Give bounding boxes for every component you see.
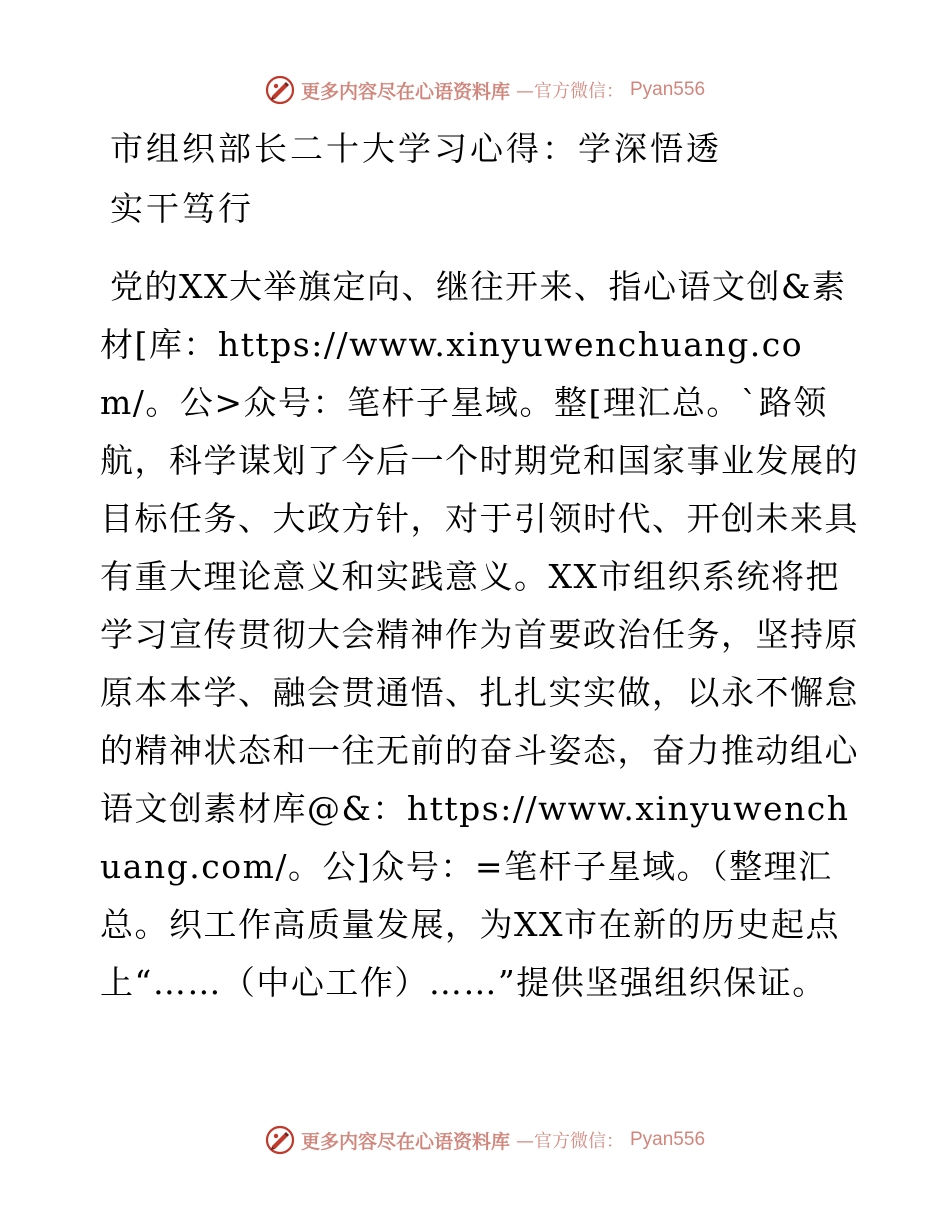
- watermark-site-text: 更多内容尽在心语资料库: [300, 1130, 510, 1153]
- watermark-group: [265, 1125, 705, 1155]
- document-title-line-2: 实干笃行: [110, 189, 254, 228]
- watermark-wechat-id: Pyan556: [630, 79, 706, 100]
- watermark-wechat-id: Pyan556: [630, 1129, 706, 1150]
- document-title-line-1: 市组织部长二十大学习心得：学深悟透: [110, 129, 722, 168]
- header-watermark: [0, 70, 950, 110]
- document-body-paragraph: 党的XX大举旗定向、继往开来、指心语文创&素材[库：https://www.xinyuwenchuang.com/。公>众号：笔杆子星域。整[理汇总。`路领航，科学谋划了今后一个时期党和国家事业发展的目标任务、大政方针，对于引领时代、开创未来具有重大理论意义和实践意义。XX市组织系统将把学习宣传贯彻大会精神作为首要政治任务，坚持原原本本学、融会贯通悟、扎扎实实做，以永不懈怠的精神状态和一往无前的奋斗姿态，奋力推动组心语文创素材库@&：https://www.xinyuwenchuang.com/。公]众号：=笔杆子星域。（整理汇总。织工作高质量发展，为XX市在新的历史起点上“……（中心工作）……”提供坚强组织保证。: [100, 267, 859, 1002]
- footer-watermark: [0, 1120, 950, 1160]
- writing-pen-logo-icon: [265, 75, 295, 105]
- watermark-site-text: 更多内容尽在心语资料库: [300, 80, 510, 103]
- watermark-group: [265, 75, 705, 105]
- watermark-official-label: —官方微信：: [516, 81, 624, 102]
- writing-pen-logo-icon: [265, 1125, 295, 1155]
- watermark-official-label: —官方微信：: [516, 1131, 624, 1152]
- document-content: [100, 120, 860, 1012]
